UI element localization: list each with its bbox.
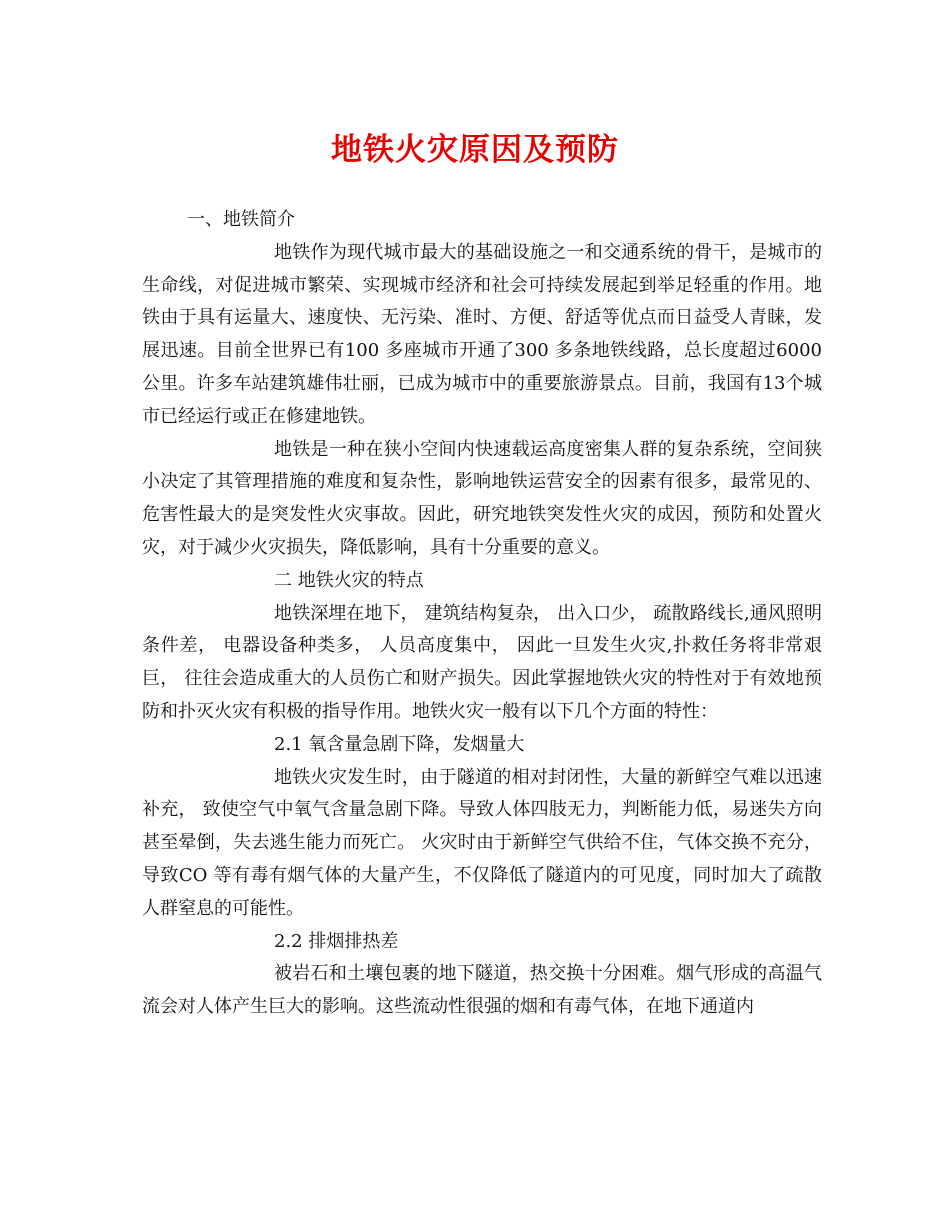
paragraph-2-2: 被岩石和土壤包裹的地下隧道，热交换十分困难。烟气形成的高温气流会对人体产生巨大的影响。这些流动性很强的烟和有毒气体，在地下通道内 bbox=[142, 963, 822, 1018]
paragraph-2-1: 地铁火灾发生时，由于隧道的相对封闭性，大量的新鲜空气难以迅速补充， 致使空气中氧气含量急剧下降。导致人体四肢无力，判断能力低，易迷失方向甚至晕倒，失去逃生能力而死亡。 火灾时由于新鲜空气供给不住，气体交换不充分，导致CO 等有毒有烟气体的大量产生，不仅降低了隧道内的可见度，同时加大了疏散人群窒息的可能性。 bbox=[142, 766, 822, 919]
paragraph-intro-2: 地铁是一种在狭小空间内快速载运高度密集人群的复杂系统，空间狭小决定了其管理措施的难度和复杂性，影响地铁运营安全的因素有很多，最常见的、危害性最大的是突发性火灾事故。因此，研究地铁突发性火灾的成因，预防和处置火灾，对于减少火灾损失，降低影响，具有十分重要的意义。 bbox=[142, 438, 822, 558]
paragraph-features-1: 地铁深埋在地下， 建筑结构复杂， 出入口少， 疏散路线长,通风照明条件差， 电器设备种类多， 人员高度集中， 因此一旦发生火灾,扑救任务将非常艰巨， 往往会造成重大的人员伤亡和财产损失。因此掌握地铁火灾的特性对于有效地预防和扑灭火灾有积极的指导作用。地铁火灾一般有以下几个方面的特性： bbox=[142, 602, 822, 722]
subsection-heading-2-2: 2.2 排烟排热差 bbox=[274, 930, 399, 952]
section-heading-intro: 一、地铁简介 bbox=[187, 209, 295, 230]
paragraph-intro-1: 地铁作为现代城市最大的基础设施之一和交通系统的骨干，是城市的生命线，对促进城市繁荣、实现城市经济和社会可持续发展起到举足轻重的作用。地铁由于具有运量大、速度快、无污染、准时、方便、舒适等优点而日益受人青睐，发展迅速。目前全世界已有100 多座城市开通了300 多条地铁线路，总长度超过6000 公里。许多车站建筑雄伟壮丽，已成为城市中的重要旅游景点。目前，我国有13个城市已经运行或正在修建地铁。 bbox=[142, 241, 822, 427]
subsection-heading-2-1: 2.1 氧含量急剧下降，发烟量大 bbox=[274, 733, 525, 755]
document-body bbox=[142, 204, 822, 1024]
document-title: 地铁火灾原因及预防 bbox=[331, 132, 619, 168]
section-heading-features: 二 地铁火灾的特点 bbox=[274, 569, 424, 591]
